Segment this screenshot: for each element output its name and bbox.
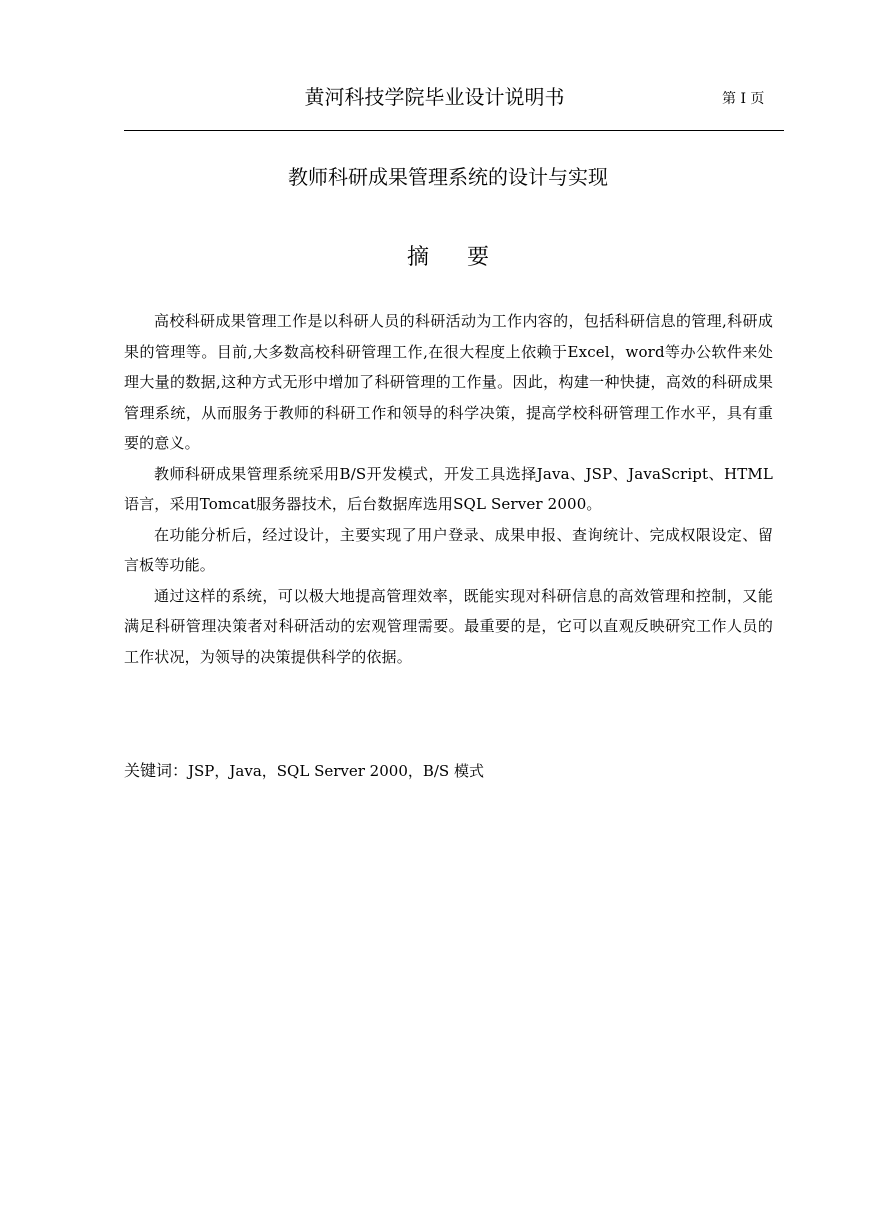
- keywords-value: JSP，Java，SQL Server 2000，B/S 模式: [188, 762, 484, 780]
- page-number: 第 I 页: [722, 91, 765, 107]
- abstract-paragraph: 教师科研成果管理系统采用B/S开发模式，开发工具选择Java、JSP、JavaScript、HTML语言，采用Tomcat服务器技术，后台数据库选用SQL Server 2000。: [124, 464, 773, 513]
- abstract-heading: 摘要: [406, 245, 527, 270]
- keywords: [124, 758, 484, 784]
- header-divider: [124, 130, 784, 131]
- abstract-paragraph: 高校科研成果管理工作是以科研人员的科研活动为工作内容的，包括科研信息的管理,科研成果的管理等。目前,大多数高校科研管理工作,在很大程度上依赖于Excel，word等办公软件来处理大量的数据,这种方式无形中增加了科研管理的工作量。因此，构建一种快捷，高效的科研成果管理系统，从而服务于教师的科研工作和领导的科学决策，提高学校科研管理工作水平，具有重要的意义。: [124, 312, 773, 452]
- abstract-paragraph: 通过这样的系统，可以极大地提高管理效率，既能实现对科研信息的高效管理和控制，又能满足科研管理决策者对科研活动的宏观管理需要。最重要的是，它可以直观反映研究工作人员的工作状况，为领导的决策提供科学的依据。: [124, 586, 773, 666]
- abstract-body: [124, 306, 773, 672]
- document-header-title: 黄河科技学院毕业设计说明书: [304, 85, 565, 109]
- abstract-paragraph: 在功能分析后，经过设计，主要实现了用户登录、成果申报、查询统计、完成权限设定、留言板等功能。: [124, 525, 773, 574]
- thesis-title: 教师科研成果管理系统的设计与实现: [288, 165, 608, 189]
- keywords-label: 关键词：: [124, 761, 189, 780]
